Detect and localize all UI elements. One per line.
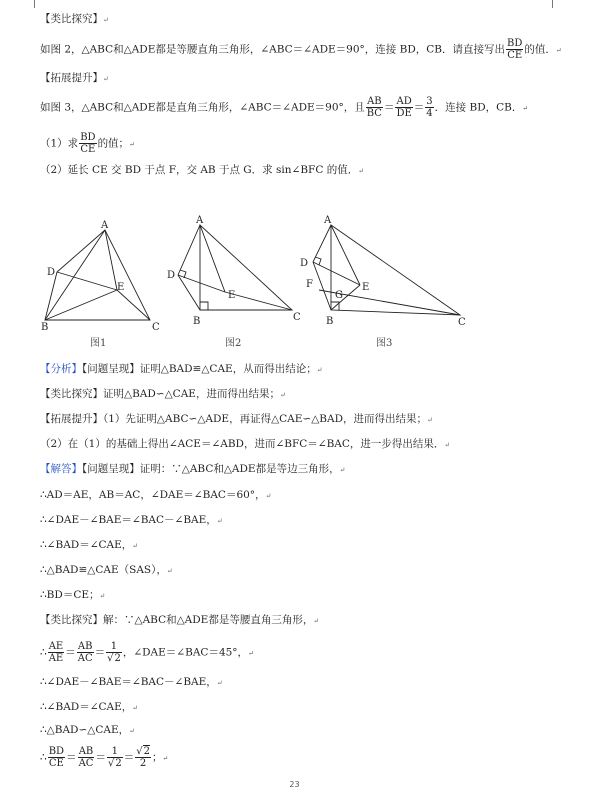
solution-line-3: ∴∠DAE－∠BAE＝∠BAC－∠BAE，↵ bbox=[40, 514, 223, 526]
fig3-label-a: A bbox=[324, 215, 332, 226]
question-2: （2）延长 CE 交 BD 于点 F，交 AB 于点 G．求 sin∠BFC 的值．↵ bbox=[40, 164, 365, 176]
fig3-label-b: B bbox=[326, 316, 334, 327]
fig1-label-d: D bbox=[47, 267, 56, 278]
solution-line-7: 【类比探究】解：∵△ABC和△ADE都是等腰直角三角形，↵ bbox=[40, 614, 320, 626]
fraction-bd-ce: $\frac{BD}{CE}$ bbox=[506, 38, 523, 61]
solution-line-10: ∴∠BAD＝∠CAE，↵ bbox=[40, 701, 139, 713]
crop-mark-top-left bbox=[26, 0, 35, 8]
solution-line-6: ∴BD＝CE；↵ bbox=[40, 589, 106, 601]
problem-line-fig3: 如图 3，△ABC和△ADE都是直角三角形，∠ABC＝∠ADE＝90°，且 $\frac{AB}{BC}$ ＝ $\frac{AD}{DE}$ ＝ $\frac{3}{4}$ ．连接 BD，CB．↵ bbox=[40, 96, 529, 119]
page-number: 23 bbox=[289, 780, 300, 789]
analysis-line-2: 【类比探究】证明△BAD∽△CAE，进而得出结果；↵ bbox=[40, 388, 286, 400]
solution-line-2: ∴AD＝AE，AB＝AC，∠DAE＝∠BAC＝60°，↵ bbox=[40, 489, 272, 501]
question-1: （1）求 $\frac{BD}{CE}$ 的值；↵ bbox=[40, 132, 135, 155]
fig3-label-d: D bbox=[300, 258, 309, 269]
analysis-line-1: 【分析】【问题呈现】证明△BAD≌△CAE，从而得出结论；↵ bbox=[40, 363, 323, 375]
fig3-label-g: G bbox=[335, 290, 343, 301]
solution-line-5: ∴△BAD≌△CAE（SAS），↵ bbox=[40, 564, 173, 576]
figure-1 bbox=[45, 230, 150, 320]
fig3-label-f: F bbox=[306, 279, 313, 290]
solution-line-1: 【解答】【问题呈现】证明：∵△ABC和△ADE都是等边三角形，↵ bbox=[40, 463, 346, 475]
solution-line-11: ∴△BAD∽△CAE，↵ bbox=[40, 724, 136, 736]
analysis-line-4: （2）在（1）的基础上得出∠ACE＝∠ABD，进而∠BFC＝∠BAC，进一步得出结果．↵ bbox=[40, 438, 451, 450]
fig3-label-e: E bbox=[362, 282, 370, 293]
section-extend-heading: 【拓展提升】↵ bbox=[40, 72, 109, 84]
figure-3 bbox=[313, 225, 460, 315]
geometry-figures bbox=[30, 210, 490, 355]
caption-fig1: 图1 bbox=[90, 338, 107, 349]
fig2-label-e: E bbox=[228, 290, 236, 301]
caption-fig3: 图3 bbox=[376, 338, 393, 349]
fig1-label-a: A bbox=[101, 220, 109, 231]
fig2-label-c: C bbox=[293, 312, 301, 323]
fig1-label-e: E bbox=[117, 282, 125, 293]
fig2-label-d: D bbox=[167, 270, 176, 281]
solution-line-12: ∴ $\frac{BD}{CE}$ ＝ $\frac{AB}{AC}$ ＝ $\frac{1}{√2}$ ＝ $\frac{√2}{2}$ ；↵ bbox=[40, 746, 169, 769]
crop-mark-top-right bbox=[552, 0, 561, 8]
fig2-label-b: B bbox=[193, 316, 201, 327]
solution-line-9: ∴∠DAE－∠BAE＝∠BAC－∠BAE，↵ bbox=[40, 676, 223, 688]
fig2-label-a: A bbox=[196, 215, 204, 226]
fig1-label-b: B bbox=[41, 322, 49, 333]
caption-fig2: 图2 bbox=[225, 338, 242, 349]
fig3-label-c: C bbox=[458, 317, 466, 328]
problem-line-fig2: 如图 2，△ABC和△ADE都是等腰直角三角形，∠ABC＝∠ADE＝90°，连接 BD，CB．请直接写出 $\frac{BD}{CE}$ 的值．↵ bbox=[40, 38, 562, 61]
solution-line-8: ∴ $\frac{AE}{AE}$ ＝ $\frac{AB}{AC}$ ＝ $\frac{1}{√2}$ ，∠DAE＝∠BAC＝45°，↵ bbox=[40, 641, 254, 664]
fig1-label-c: C bbox=[152, 322, 160, 333]
section-analogy-heading: 【类比探究】↵ bbox=[40, 13, 109, 25]
solution-line-4: ∴∠BAD＝∠CAE，↵ bbox=[40, 539, 139, 551]
analysis-line-3: 【拓展提升】（1）先证明△ABC∽△ADE，再证得△CAE∽△BAD，进而得出结果；↵ bbox=[40, 413, 433, 425]
